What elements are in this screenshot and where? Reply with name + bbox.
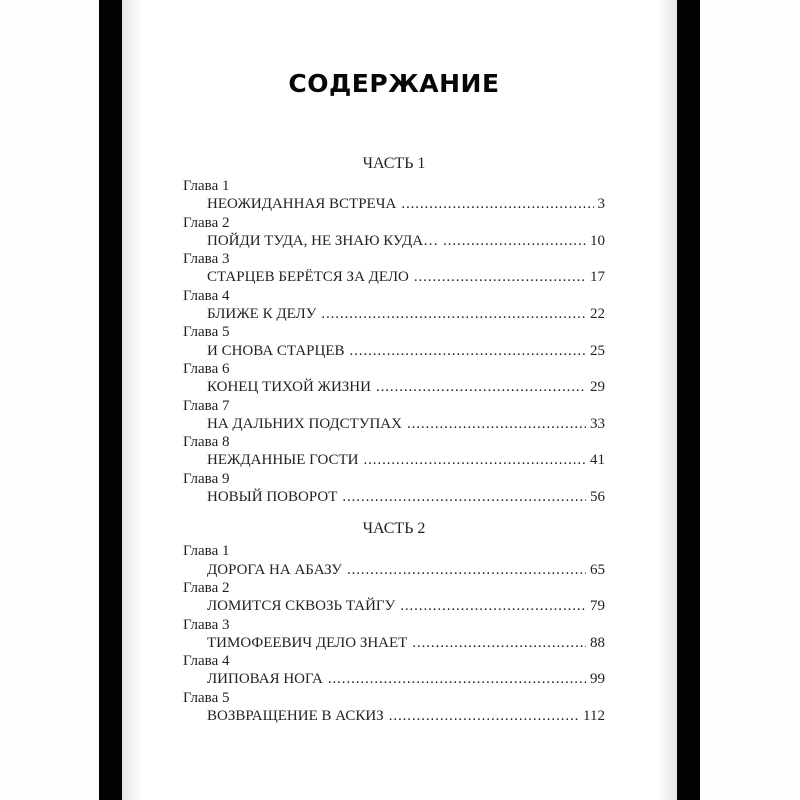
chapter-title: НЕЖДАННЫЕ ГОСТИ [207,452,359,469]
dot-leader [347,561,586,579]
dot-leader [350,342,587,360]
chapter-title: НЕОЖИДАННАЯ ВСТРЕЧА [207,196,397,213]
page-number: 29 [590,379,605,396]
book-edge-left [99,0,122,800]
chapter-title: ВОЗВРАЩЕНИЕ В АСКИЗ [207,708,384,725]
chapter-label: Глава 1 [183,543,230,560]
chapter-title: ТИМОФЕЕВИЧ ДЕЛО ЗНАЕТ [207,634,408,651]
chapter-label: Глава 6 [183,360,230,377]
chapter-title: БЛИЖЕ К ДЕЛУ [207,306,317,323]
toc-entry [183,250,605,287]
chapter-title: ПОЙДИ ТУДА, НЕ ЗНАЮ КУДА… [207,232,439,249]
dot-leader [363,451,586,469]
toc-entry [183,177,605,214]
toc-entry [183,214,605,251]
dot-leader [328,670,586,688]
toc-entry [183,360,605,397]
dot-leader [400,597,586,615]
toc-entry [183,652,605,689]
chapter-label: Глава 3 [183,616,230,633]
dot-leader [376,378,586,396]
dot-leader [342,488,586,506]
page-number: 41 [590,452,605,469]
page-number: 79 [590,598,605,615]
chapter-label: Глава 2 [183,214,230,231]
toc-entry [183,616,605,653]
toc-entry [183,689,605,726]
toc-content [183,0,605,725]
part-2-heading: ЧАСТЬ 2 [362,520,426,538]
page-number: 112 [583,708,605,725]
page-number: 22 [590,306,605,323]
chapter-title: НОВЫЙ ПОВОРОТ [207,489,338,506]
page-number: 33 [590,415,605,432]
toc-entry [183,433,605,470]
toc-entry [183,397,605,434]
toc-entry [183,323,605,360]
toc-entry [183,579,605,616]
toc-part-2 [183,520,605,725]
chapter-label: Глава 3 [183,251,230,268]
dot-leader [407,415,586,433]
chapter-label: Глава 4 [183,653,230,670]
chapter-title: ЛИПОВАЯ НОГА [207,671,323,688]
chapter-label: Глава 1 [183,178,230,194]
chapter-label: Глава 5 [183,689,230,706]
page-number: 99 [590,671,605,688]
page-number: 56 [590,489,605,506]
dot-leader [412,634,586,652]
chapter-title: ДОРОГА НА АБАЗУ [207,561,342,578]
chapter-title: И СНОВА СТАРЦЕВ [207,342,345,359]
page-number: 3 [597,196,605,213]
part-2-entries [183,542,605,725]
chapter-title: КОНЕЦ ТИХОЙ ЖИЗНИ [207,379,371,396]
page-number: 10 [590,232,605,249]
chapter-label: Глава 2 [183,579,230,596]
dot-leader [401,195,593,213]
book-edge-right [677,0,700,800]
chapter-label: Глава 5 [183,324,230,341]
part-1-heading: ЧАСТЬ 1 [362,155,426,172]
toc-entry [183,470,605,507]
part-1-entries [183,177,605,506]
dot-leader [443,232,586,250]
toc-entry [183,287,605,324]
chapter-label: Глава 8 [183,434,230,451]
chapter-title: СТАРЦЕВ БЕРЁТСЯ ЗА ДЕЛО [207,269,409,286]
toc-part-1 [183,155,605,506]
toc-page [122,0,677,800]
chapter-label: Глава 7 [183,397,230,414]
page-number: 65 [590,561,605,578]
page-number: 17 [590,269,605,286]
toc-entry [183,542,605,579]
chapter-title: НА ДАЛЬНИХ ПОДСТУПАХ [207,415,402,432]
chapter-title: ЛОМИТСЯ СКВОЗЬ ТАЙГУ [207,598,396,615]
chapter-label: Глава 4 [183,287,230,304]
chapter-label: Глава 9 [183,470,230,487]
dot-leader [389,707,579,725]
toc-title: СОДЕРЖАНИЕ [288,69,500,98]
dot-leader [414,268,586,286]
dot-leader [321,305,586,323]
page-number: 25 [590,342,605,359]
page-number: 88 [590,634,605,651]
